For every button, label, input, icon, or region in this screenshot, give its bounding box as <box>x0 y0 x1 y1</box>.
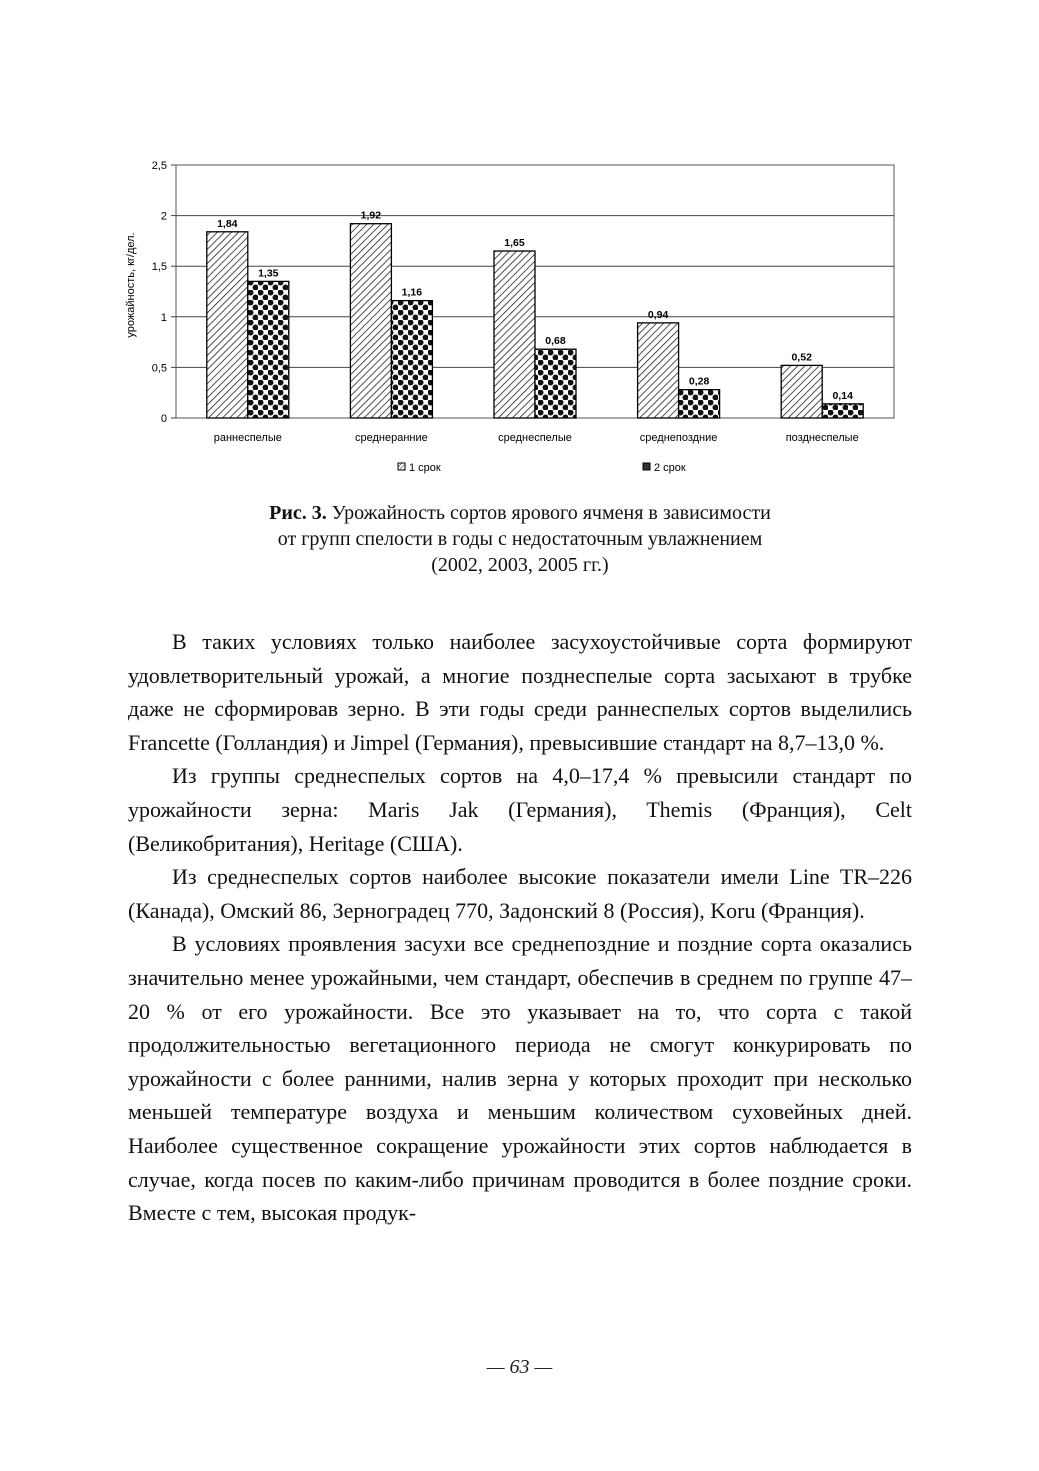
caption-line-3: (2002, 2003, 2005 гг.) <box>431 554 609 576</box>
body-text <box>128 625 912 1230</box>
caption-text: Урожайность сортов ярового ячменя в зависимости <box>331 502 771 524</box>
bar <box>494 251 535 418</box>
x-category-label: среднепоздние <box>639 432 718 444</box>
x-category-label: раннеспелые <box>213 432 282 444</box>
y-tick-label: 0,5 <box>151 362 167 375</box>
y-tick-label: 1,5 <box>151 261 167 274</box>
data-label: 1,65 <box>504 237 525 250</box>
y-tick-label: 2,5 <box>151 160 167 172</box>
bar <box>248 281 289 418</box>
figure-caption <box>180 500 860 578</box>
x-category-label: среднеспелые <box>498 432 572 444</box>
legend-label: 2 срок <box>654 462 686 474</box>
bar <box>391 301 432 418</box>
paragraph: В условиях проявления засухи все среднепоздние и поздние сорта оказались значительно менее урожайными, чем стандарт, обеспечив в среднем по группе 47–20 % от его урожайности. Все это указывает на то, что сорта с такой продолжительностью вегетационного периода не смогут конкурировать по урожайности с более ранними, налив зерна у которых проходит при несколько меньшей температуре воздуха и меньшим количеством суховейных дней. Наиболее существенное сокращение урожайности этих сортов наблюдается в случае, когда посев по каким-либо причинам проводится в более поздние сроки. Вместе с тем, высокая продук- <box>128 931 912 1226</box>
yield-bar-chart <box>108 150 908 490</box>
bar <box>207 232 248 418</box>
x-category-label: позднеспелые <box>785 432 859 444</box>
caption-line-1 <box>180 500 860 526</box>
bar <box>679 390 720 418</box>
plot-area <box>152 160 894 444</box>
data-label: 0,14 <box>832 389 853 402</box>
legend-label: 1 срок <box>409 462 441 474</box>
data-label: 1,16 <box>401 286 423 299</box>
data-label: 0,52 <box>791 351 812 364</box>
y-tick-label: 2 <box>160 210 167 223</box>
paragraph: В таких условиях только наиболее засухоустойчивые сорта формируют удовлетворительный урожай, а многие позднеспелые сорта засыхают в трубке даже не сформировав зерно. В эти годы среди раннеспелых сортов выделились Francette (Голландия) и Jimpel (Германия), превысившие стандарт на 8,7–13,0 %. <box>128 629 912 755</box>
bar <box>822 404 863 418</box>
legend <box>398 462 686 474</box>
legend-swatch <box>398 463 405 470</box>
bar <box>781 365 822 418</box>
legend-swatch <box>643 463 650 470</box>
data-label: 0,68 <box>545 335 566 348</box>
y-axis-title: урожайность, кг/дел. <box>125 232 137 338</box>
data-label: 1,84 <box>217 217 238 230</box>
data-label: 1,92 <box>360 209 382 222</box>
x-category-label: среднеранние <box>355 432 428 444</box>
caption-line-2: от групп спелости в годы с недостаточным увлажнением <box>277 528 763 550</box>
y-tick-label: 1 <box>160 311 167 324</box>
data-label: 0,28 <box>688 375 710 388</box>
paragraph: Из среднеспелых сортов наиболее высокие показатели имели Line TR–226 (Канада), Омский 86, Зерноградец 770, Задонский 8 (Россия), Koru (Франция). <box>128 864 912 923</box>
caption-label: Рис. 3. <box>269 502 327 524</box>
data-label: 0,94 <box>647 308 669 321</box>
bar <box>638 323 679 418</box>
paragraph: Из группы среднеспелых сортов на 4,0–17,4 % превысили стандарт по урожайности зерна: Maris Jak (Германия), Themis (Франция), Celt (Великобритания), Heritage (США). <box>128 763 912 856</box>
page-number: — 63 — <box>486 1356 553 1378</box>
y-tick-label: 0 <box>160 413 167 425</box>
bar <box>350 224 391 418</box>
bar <box>535 349 576 418</box>
data-label: 1,35 <box>258 267 279 280</box>
